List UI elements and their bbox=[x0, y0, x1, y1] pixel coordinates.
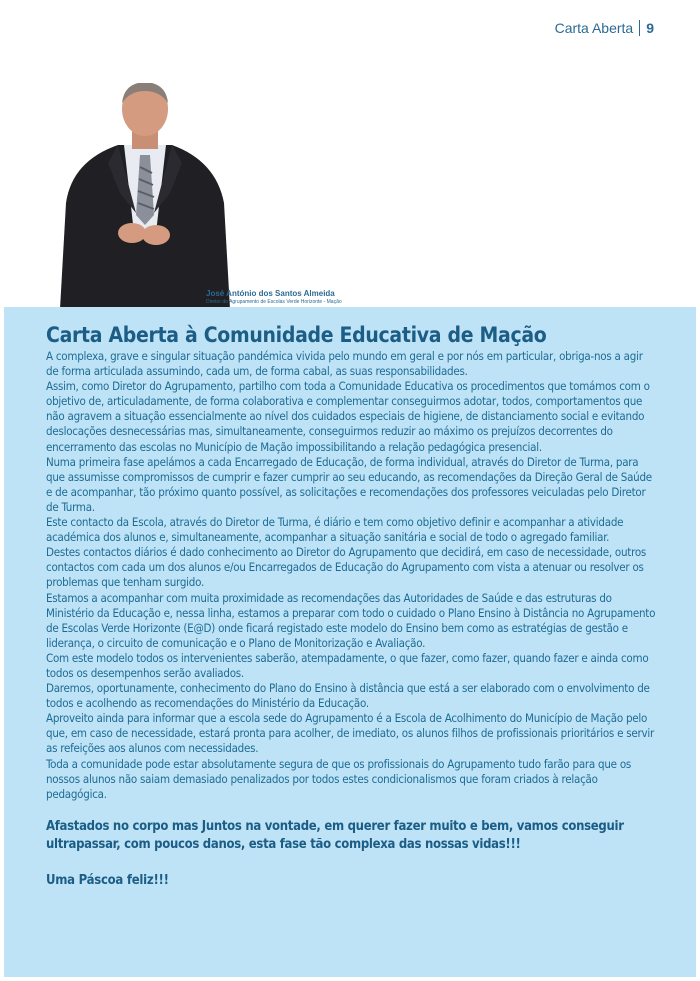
letter-paragraph: Daremos, oportunamente, conhecimento do Plano do Ensino à distância que está a ser elaborado com o envolvimento de todos e acolhendo as recomendações do Ministério da Educação. bbox=[46, 681, 650, 711]
letter-paragraph: Numa primeira fase apelámos a cada Encarregado de Educação, de forma individual, através do Diretor de Turma, para que assumisse compromissos de cumprir e fazer cumprir ao seu educando, as recomendações da Direção Geral de Saúde e de acompanhar, tão próximo quanto possível, as solicitações e recomendações dos professores veiculadas pelo Diretor de Turma. bbox=[46, 454, 652, 514]
letter-title: Carta Aberta à Comunidade Educativa de Mação bbox=[46, 323, 547, 347]
letter-paragraph: Aproveito ainda para informar que a escola sede do Agrupamento é a Escola de Acolhimento do Município de Mação pelo que, em caso de necessidade, estará pronta para acolher, de imediato, os alunos filhos de profissionais prioritários e servir as refeições aos alunos com necessidades. bbox=[46, 711, 654, 756]
open-letter bbox=[46, 323, 656, 890]
section-title: Carta Aberta bbox=[554, 20, 634, 36]
letter-paragraph: A complexa, grave e singular situação pandémica vivida pelo mundo em geral e por nós em particular, obriga-nos a agir de forma articulada assumindo, cada um, de forma cabal, as suas responsabilidades. bbox=[46, 349, 643, 379]
letter-paragraph: Este contacto da Escola, através do Diretor de Turma, é diário e tem como objetivo definir e acompanhar a atividade académica dos alunos e, simultaneamente, acompanhar a situação sanitária e social de todo o agregado familiar. bbox=[46, 515, 624, 545]
portrait-photo bbox=[60, 83, 230, 309]
letter-wish: Uma Páscoa feliz!!! bbox=[46, 872, 169, 888]
letter-paragraph: Toda a comunidade pode estar absolutamente segura de que os profissionais do Agrupamento tudo farão para que os nossos alunos não saiam demasiado penalizados por todos estes condicionalismos que foram criados à relação pedagógica. bbox=[46, 756, 632, 801]
page-header bbox=[555, 20, 654, 36]
letter-paragraph: Com este modelo todos os intervenientes saberão, atempadamente, o que fazer, como fazer, quando fazer e ainda como todos os desempenhos serão avaliados. bbox=[46, 650, 649, 680]
letter-paragraph: Assim, como Diretor do Agrupamento, partilho com toda a Comunidade Educativa os procedimentos que tomámos com o objetivo de, articuladamente, de forma colaborativa e complementar conseguirmos adotar, todos, comportamentos que não agravem a situação essencialmente ao nível dos cuidados especiais de higiene, de distanciamento social e evitando deslocações desnecessárias mas, simultaneamente, conseguirmos reduzir ao máximo os prejuízos decorrentes do encerramento das escolas no Município de Mação impossibilitando a relação pedagógica presencial. bbox=[46, 379, 650, 454]
caption-name: José António dos Santos Almeida bbox=[206, 289, 335, 298]
letter-paragraph: Destes contactos diários é dado conhecimento ao Diretor do Agrupamento que decidirá, em caso de necessidade, outros contactos com cada um dos alunos e/ou Encarregados de Educação do Agrupamento com vista a atenuar ou resolver os problemas que tenham surgido. bbox=[46, 545, 647, 590]
portrait-illustration bbox=[60, 83, 230, 309]
letter-paragraph: Estamos a acompanhar com muita proximidade as recomendações das Autoridades de Saúde e das estruturas do Ministério da Educação e, nessa linha, estamos a preparar com todo o cuidado o Plano Ensino à Distância no Agrupamento de Escolas Verde Horizonte (E@D) onde ficará registado este modelo do Ensino bem como as estratégias de gestão e liderança, o circuito de comunicação e o Plano de Monitorização e Avaliação. bbox=[46, 590, 656, 650]
page-number: 9 bbox=[646, 20, 654, 36]
letter-closing: Afastados no corpo mas Juntos na vontade, em querer fazer muito e bem, vamos conseguir ultrapassar, com poucos danos, esta fase tão complexa das nossas vidas!!! bbox=[46, 818, 624, 852]
caption-role: Diretor do Agrupamento de Escolas Verde Horizonte - Mação bbox=[206, 299, 342, 305]
photo-caption bbox=[206, 289, 342, 306]
header-divider bbox=[639, 20, 640, 36]
